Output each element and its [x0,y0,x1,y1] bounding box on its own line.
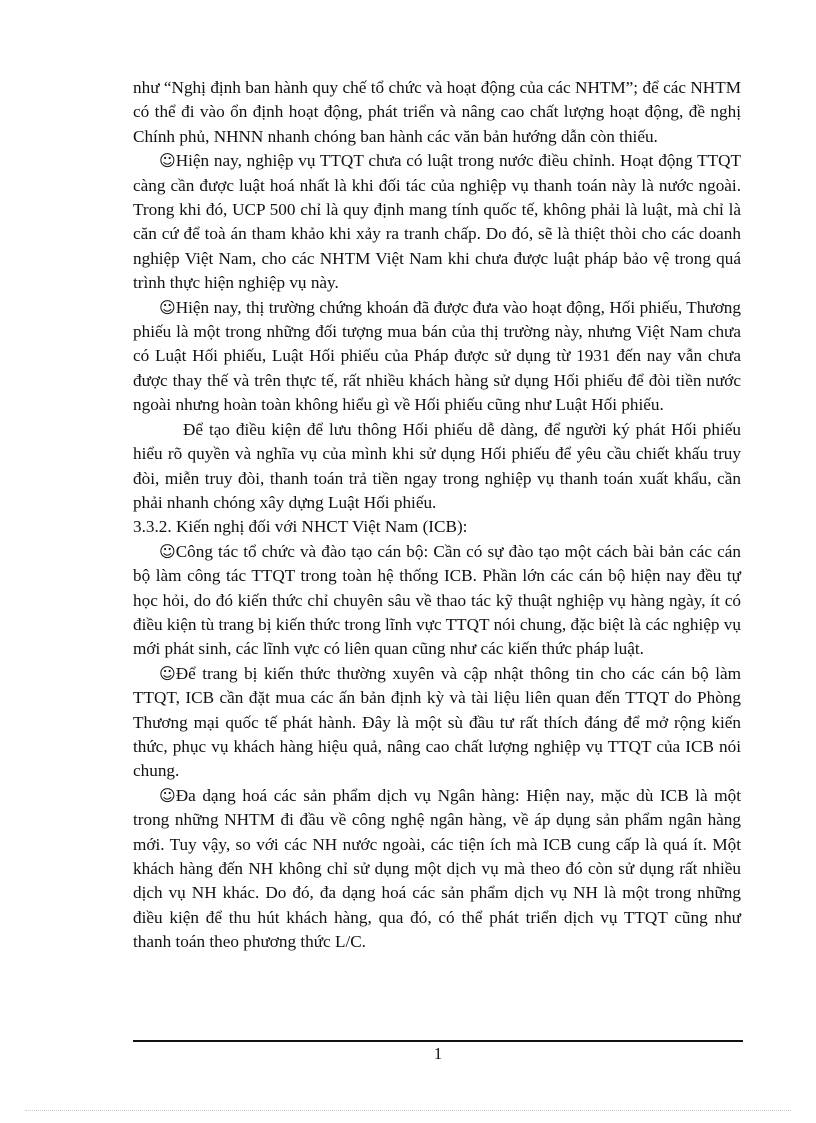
bullet-paragraph-diversify-services [133,784,741,955]
paragraph-bill-law-proposal: Để tạo điều kiện để lưu thông Hối phiếu dễ dàng, để người ký phát Hối phiếu hiểu rõ quyền và nghĩa vụ của mình khi sử dụng Hối phiếu để yêu cầu chiết khấu truy đòi, miễn truy đòi, thanh toán trả tiền ngay trong nghiệp vụ thanh toán xuất khẩu, cần phải nhanh chóng xây dựng Luật Hối phiếu. [133,419,741,512]
bullet-paragraph-publications [133,662,741,784]
paragraph-text: Đa dạng hoá các sản phẩm dịch vụ Ngân hàng: Hiện nay, mặc dù ICB là một trong những NHTM đi đầu về công nghệ ngân hàng, về áp dụng sản phẩm ngân hàng mới. Tuy vậy, so với các NH nước ngoài, các tiện ích mà ICB cung cấp là quá ít. Một khách hàng đến NH không chỉ sử dụng một dịch vụ mà theo đó còn sử dụng rất nhiều dịch vụ NH khác. Do đó, đa dạng hoá các sản phẩm dịch vụ NH là một trong những điều kiện để thu hút khách hàng, qua đó, có thể phát triển dịch vụ TTQT cũng như thanh toán theo phương thức L/C. [133,785,741,952]
page-bottom-border [25,1110,791,1111]
section-heading: 3.3.2. Kiến nghị đối với NHCT Việt Nam (ICB): [133,517,468,537]
paragraph-text: Hiện nay, thị trường chứng khoán đã được đưa vào hoạt động, Hối phiếu, Thương phiếu là một trong những đối tượng mua bán của thị trường này, nhưng Việt Nam chưa có Luật Hối phiếu, Luật Hối phiếu của Pháp được sử dụng từ 1931 đến nay vẫn chưa được thay thế và trên thực tế, rất nhiều khách hàng sử dụng Hối phiếu để đòi tiền nước ngoài nhưng hoàn toàn không hiểu gì về Hối phiếu cũng như Luật Hối phiếu. [133,297,741,415]
paragraph-text: Để trang bị kiến thức thường xuyên và cập nhật thông tin cho các cán bộ làm TTQT, ICB cần đặt mua các ấn bản định kỳ và tài liệu liên quan đến TTQT do Phòng Thương mại quốc tế phát hành. Đây là một sù đầu tư rất thích đáng để mở rộng kiến thức, phục vụ khách hàng hiệu quả, nâng cao chất lượng nghiệp vụ TTQT của ICB nói chung. [133,663,741,781]
page-number: 1 [433,1044,443,1063]
bullet-paragraph-bill-of-exchange [133,296,741,418]
bullet-paragraph-ttqt-law [133,149,741,295]
paragraph-text: Hiện nay, nghiệp vụ TTQT chưa có luật trong nước điều chỉnh. Hoạt động TTQT càng cần được luật hoá nhất là khi đối tác của nghiệp vụ thanh toán này là nước ngoài. Trong khi đó, UCP 500 chỉ là quy định mang tính quốc tế, không phải là luật, mà chỉ là căn cứ để toà án tham khảo khi xảy ra tranh chấp. Do đó, sẽ là thiệt thòi cho các doanh nghiệp Việt Nam, cho các NHTM Việt Nam khi chưa được luật pháp bảo vệ trong quá trình thực hiện nghiệp vụ này. [133,151,741,293]
smiley-icon: ☺ [159,663,176,683]
page-content [133,76,741,955]
smiley-icon: ☺ [159,297,176,317]
bullet-paragraph-staff-training [133,540,741,662]
smiley-icon: ☺ [159,151,176,171]
smiley-icon: ☺ [159,541,176,561]
smiley-icon: ☺ [159,785,176,805]
paragraph-text: Công tác tổ chức và đào tạo cán bộ: Cần có sự đào tạo một cách bài bản các cán bộ làm công tác TTQT trong toàn hệ thống ICB. Phần lớn các cán bộ hiện nay đều tự học hỏi, do đó kiến thức chỉ chuyên sâu về thao tác kỹ thuật nghiệp vụ hàng ngày, ít có điều kiện tù trang bị kiến thức trong lĩnh vực TTQT nói chung, đặc biệt là các nghiệp vụ mới phát sinh, các lĩnh vực có liên quan cũng như các kiến thức pháp luật. [133,541,741,659]
paragraph-continuation: như “Nghị định ban hành quy chế tổ chức và hoạt động của các NHTM”; để các NHTM có thể đi vào ổn định hoạt động, phát triển và nâng cao chất lượng hoạt động, đề nghị Chính phủ, NHNN nhanh chóng ban hành các văn bản hướng dẫn còn thiếu. [133,78,741,146]
